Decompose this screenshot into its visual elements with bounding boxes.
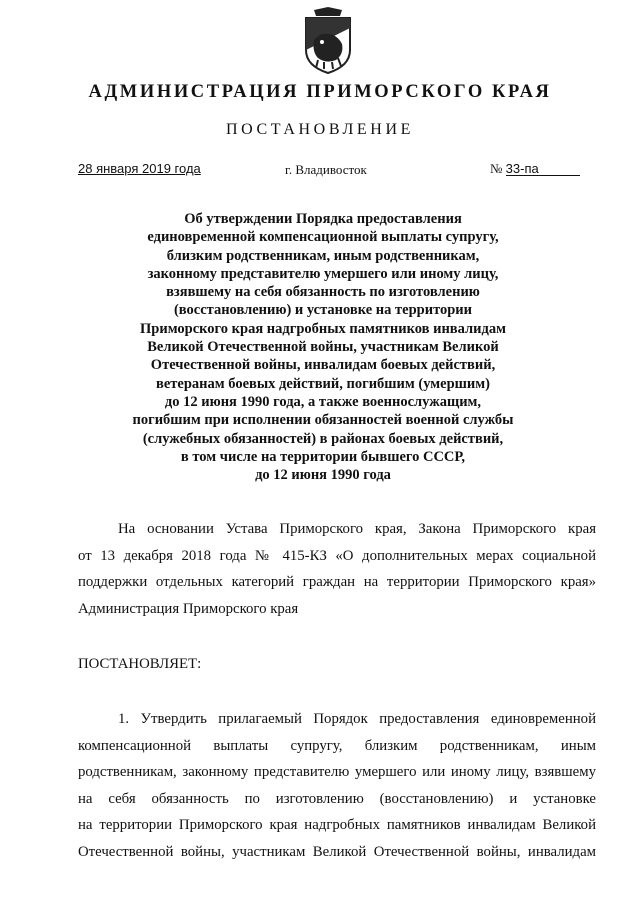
item-1-paragraph xyxy=(78,706,596,866)
document-date: 28 января 2019 года xyxy=(78,161,201,176)
primorsky-krai-coat-of-arms-icon xyxy=(300,6,356,76)
title-line: Отечественной войны, инвалидам боевых действий, xyxy=(150,357,496,374)
item-1-line: 1. Утвердить прилагаемый Порядок предоставления единовременной xyxy=(118,711,596,727)
preamble-line: поддержки отдельных категорий граждан на территории Приморского края» xyxy=(78,574,596,591)
item-1-line: на себя обязанность по изготовлению (восстановлению) и установке xyxy=(78,790,596,807)
title-line: Великой Отечественной войны, участникам Великой xyxy=(147,339,499,356)
preamble-paragraph xyxy=(78,516,596,622)
preamble-line: Администрация Приморского края xyxy=(78,600,299,617)
number-value: 33-па xyxy=(506,163,580,176)
number-prefix: № xyxy=(490,161,503,176)
document-type: ПОСТАНОВЛЕНИЕ xyxy=(226,121,414,138)
title-line: Об утверждении Порядка предоставления xyxy=(184,211,462,227)
item-1-line: на территории Приморского края надгробных памятников инвалидам Великой xyxy=(78,817,596,834)
title-line: законному представителю умершего или иному лицу, xyxy=(147,265,499,282)
title-line: единовременной компенсационной выплаты супругу, xyxy=(147,229,499,246)
preamble-line: На основании Устава Приморского края, Закона Приморского края xyxy=(118,521,596,537)
title-line: погибшим при исполнении обязанностей военной службы xyxy=(132,412,514,429)
item-1-line: Отечественной войны, участникам Великой Отечественной войны, инвалидам xyxy=(78,843,596,860)
title-line: Приморского края надгробных памятников инвалидам xyxy=(140,320,506,337)
document-number xyxy=(490,161,580,177)
item-1-line: компенсационной выплаты супругу, близким родственникам, иным xyxy=(78,737,596,754)
item-1-line: родственникам, законному представителю умершего или иному лицу, взявшему xyxy=(78,764,596,781)
title-line: (служебных обязанностей) в районах боевых действий, xyxy=(142,430,504,447)
title-line: близким родственникам, иным родственникам, xyxy=(166,247,480,264)
document-city: г. Владивосток xyxy=(285,162,367,177)
title-line: (восстановлению) и установке на территории xyxy=(173,302,473,319)
title-line: до 12 июня 1990 года, а также военнослужащим, xyxy=(164,393,482,410)
title-line: взявшему на себя обязанность по изготовлению xyxy=(166,284,480,301)
organization-name: АДМИНИСТРАЦИЯ ПРИМОРСКОГО КРАЯ xyxy=(88,82,552,102)
preamble-line: от 13 декабря 2018 года № 415-КЗ «О дополнительных мерах социальной xyxy=(78,547,596,564)
title-line: ветеранам боевых действий, погибшим (умершим) xyxy=(156,375,490,392)
title-line: в том числе на территории бывшего СССР, xyxy=(180,448,466,465)
title-line: до 12 июня 1990 года xyxy=(255,467,391,484)
resolves-heading: ПОСТАНОВЛЯЕТ: xyxy=(78,656,202,672)
document-title xyxy=(118,210,528,484)
